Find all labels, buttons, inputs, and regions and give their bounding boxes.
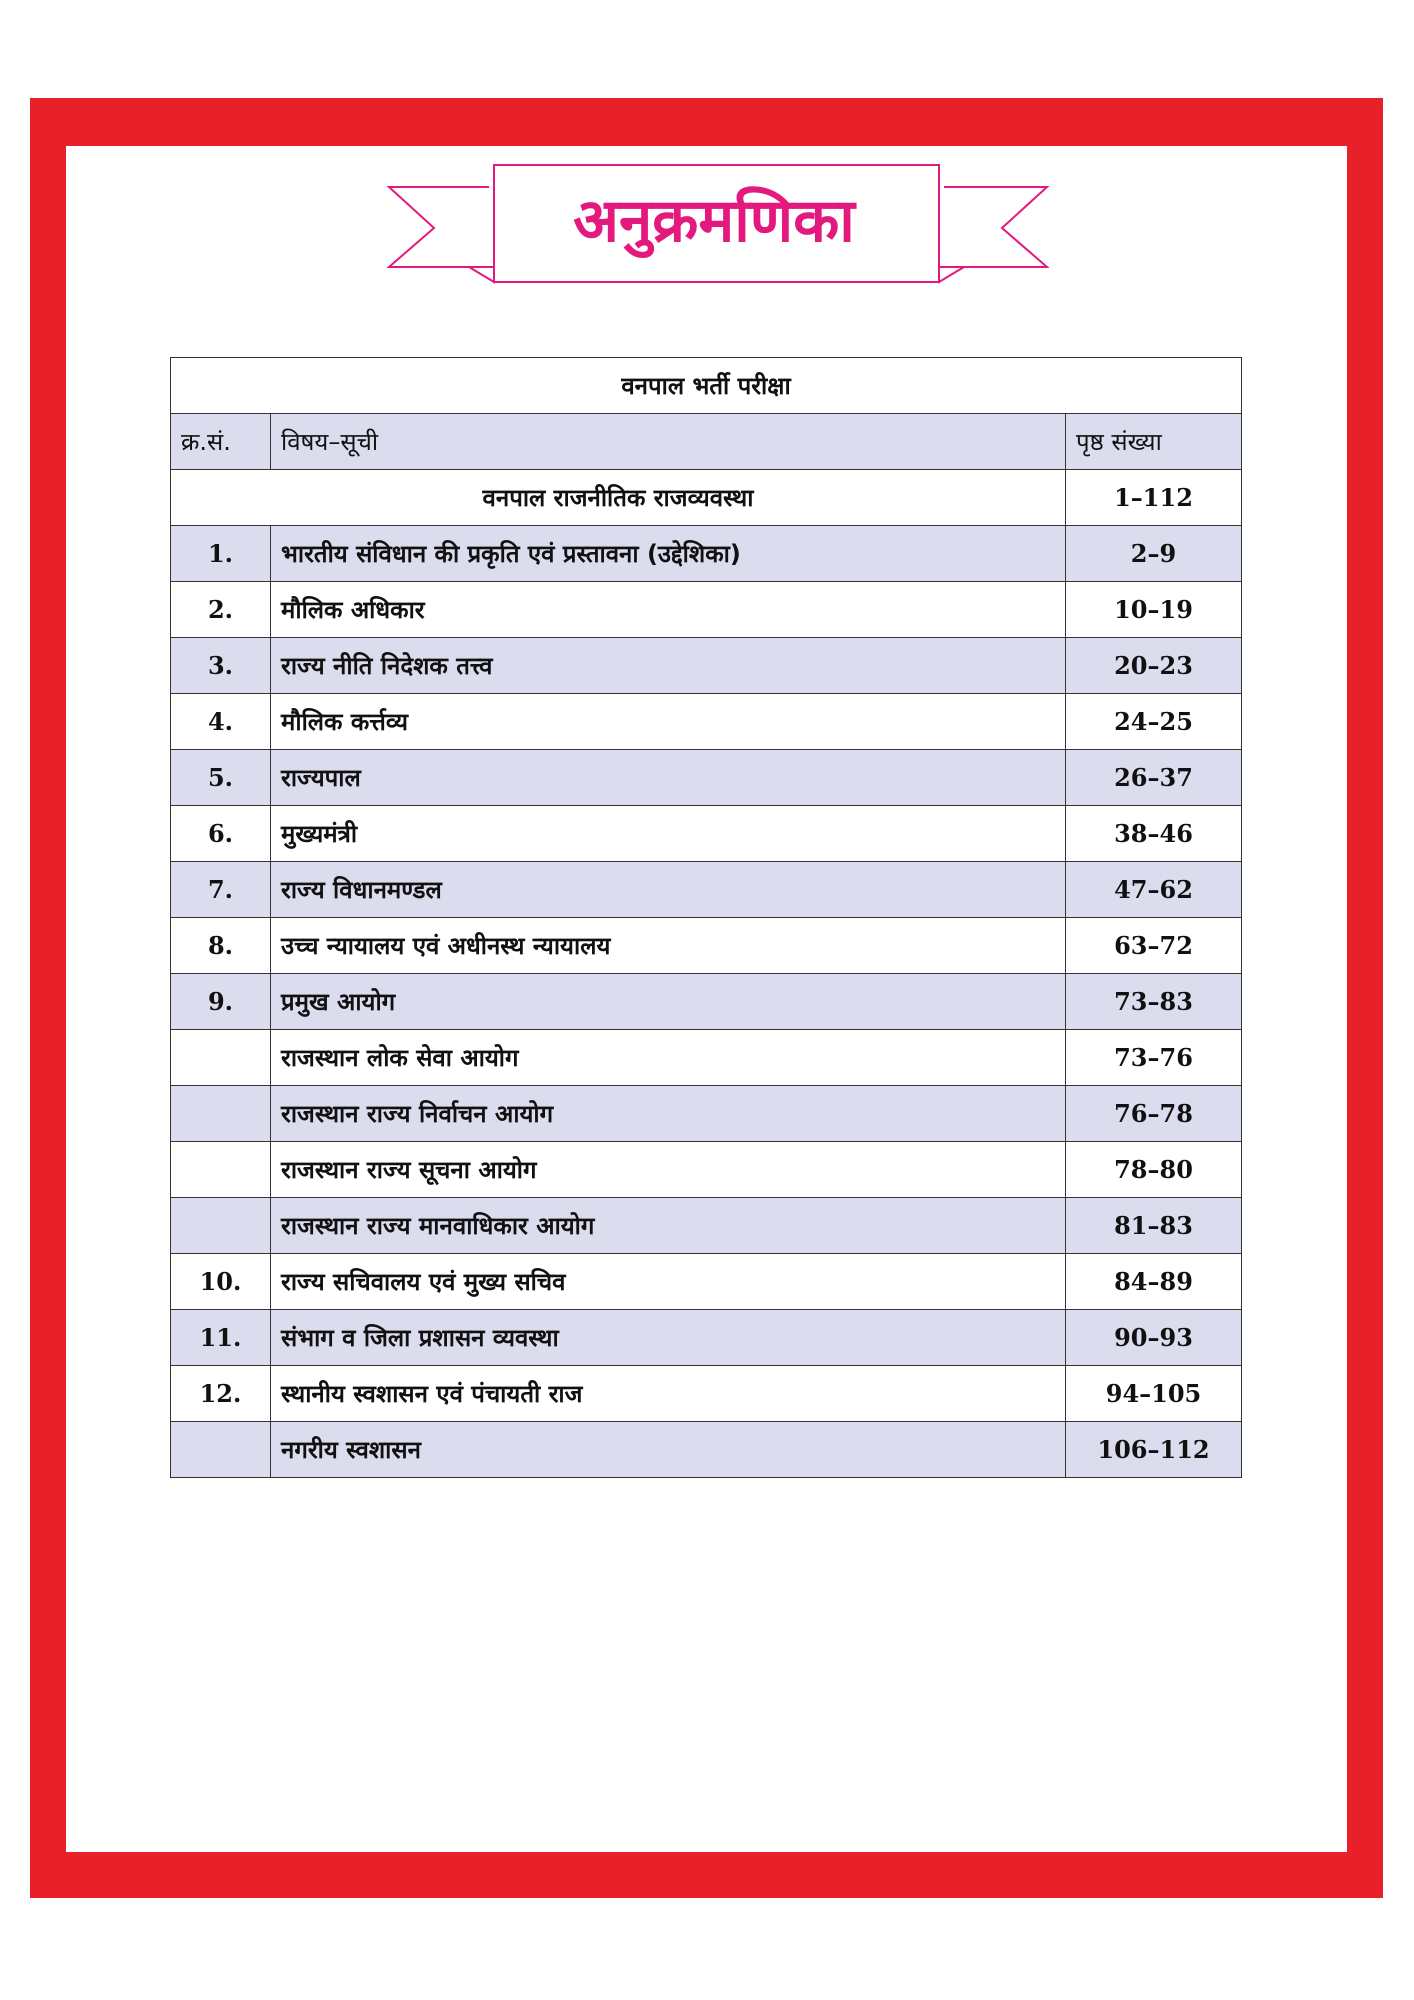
table-row [171,974,1242,1030]
table-row [171,582,1242,638]
section-row [171,470,1242,526]
table-row [171,694,1242,750]
row-topic: राज्य विधानमण्डल [271,862,1066,918]
row-topic: राज्य नीति निदेशक तत्त्व [271,638,1066,694]
table-row [171,1366,1242,1422]
table-row [171,1086,1242,1142]
row-topic: राजस्थान राज्य सूचना आयोग [271,1142,1066,1198]
table-row [171,1310,1242,1366]
header-pages: पृष्ठ संख्या [1066,414,1242,470]
table-row [171,918,1242,974]
section-label: वनपाल राजनीतिक राजव्यवस्था [171,470,1066,526]
heading-banner [384,162,1052,298]
row-pages: 94–105 [1066,1366,1242,1422]
table-row [171,806,1242,862]
section-pages: 1–112 [1066,470,1242,526]
row-sno [171,1422,271,1478]
row-sno: 4. [171,694,271,750]
row-pages: 20–23 [1066,638,1242,694]
row-sno: 12. [171,1366,271,1422]
row-sno: 11. [171,1310,271,1366]
table-header-row [171,414,1242,470]
row-topic: उच्च न्यायालय एवं अधीनस्थ न्यायालय [271,918,1066,974]
row-topic: राजस्थान राज्य मानवाधिकार आयोग [271,1198,1066,1254]
row-pages: 38–46 [1066,806,1242,862]
row-topic: मुख्यमंत्री [271,806,1066,862]
row-pages: 106–112 [1066,1422,1242,1478]
row-sno: 9. [171,974,271,1030]
row-sno [171,1142,271,1198]
row-pages: 76–78 [1066,1086,1242,1142]
row-topic: मौलिक अधिकार [271,582,1066,638]
row-topic: राज्य सचिवालय एवं मुख्य सचिव [271,1254,1066,1310]
row-topic: मौलिक कर्त्तव्य [271,694,1066,750]
table-row [171,1422,1242,1478]
header-topic: विषय–सूची [271,414,1066,470]
row-sno [171,1030,271,1086]
contents-table [170,357,1242,1478]
row-sno: 7. [171,862,271,918]
row-sno [171,1086,271,1142]
table-title-row [171,358,1242,414]
row-topic: संभाग व जिला प्रशासन व्यवस्था [271,1310,1066,1366]
row-topic: स्थानीय स्वशासन एवं पंचायती राज [271,1366,1066,1422]
header-sno: क्र.सं. [171,414,271,470]
row-sno: 10. [171,1254,271,1310]
row-pages: 63–72 [1066,918,1242,974]
table-row [171,1198,1242,1254]
row-pages: 73–76 [1066,1030,1242,1086]
row-pages: 84–89 [1066,1254,1242,1310]
table-row [171,750,1242,806]
table-title: वनपाल भर्ती परीक्षा [171,358,1242,414]
row-pages: 90–93 [1066,1310,1242,1366]
row-pages: 81–83 [1066,1198,1242,1254]
row-topic: प्रमुख आयोग [271,974,1066,1030]
row-sno: 5. [171,750,271,806]
row-topic: राज्यपाल [271,750,1066,806]
row-sno [171,1198,271,1254]
row-pages: 26–37 [1066,750,1242,806]
table-row [171,1254,1242,1310]
row-sno: 1. [171,526,271,582]
row-sno: 3. [171,638,271,694]
row-pages: 2–9 [1066,526,1242,582]
row-sno: 2. [171,582,271,638]
row-topic: राजस्थान लोक सेवा आयोग [271,1030,1066,1086]
row-pages: 24–25 [1066,694,1242,750]
row-topic: नगरीय स्वशासन [271,1422,1066,1478]
row-sno: 6. [171,806,271,862]
table-row [171,1142,1242,1198]
row-pages: 78–80 [1066,1142,1242,1198]
page-heading: अनुक्रमणिका [573,186,855,256]
table-row [171,526,1242,582]
table-row [171,862,1242,918]
row-pages: 73–83 [1066,974,1242,1030]
row-pages: 47–62 [1066,862,1242,918]
row-topic: राजस्थान राज्य निर्वाचन आयोग [271,1086,1066,1142]
table-row [171,638,1242,694]
row-topic: भारतीय संविधान की प्रकृति एवं प्रस्तावना (उद्देशिका) [271,526,1066,582]
row-sno: 8. [171,918,271,974]
table-row [171,1030,1242,1086]
row-pages: 10–19 [1066,582,1242,638]
